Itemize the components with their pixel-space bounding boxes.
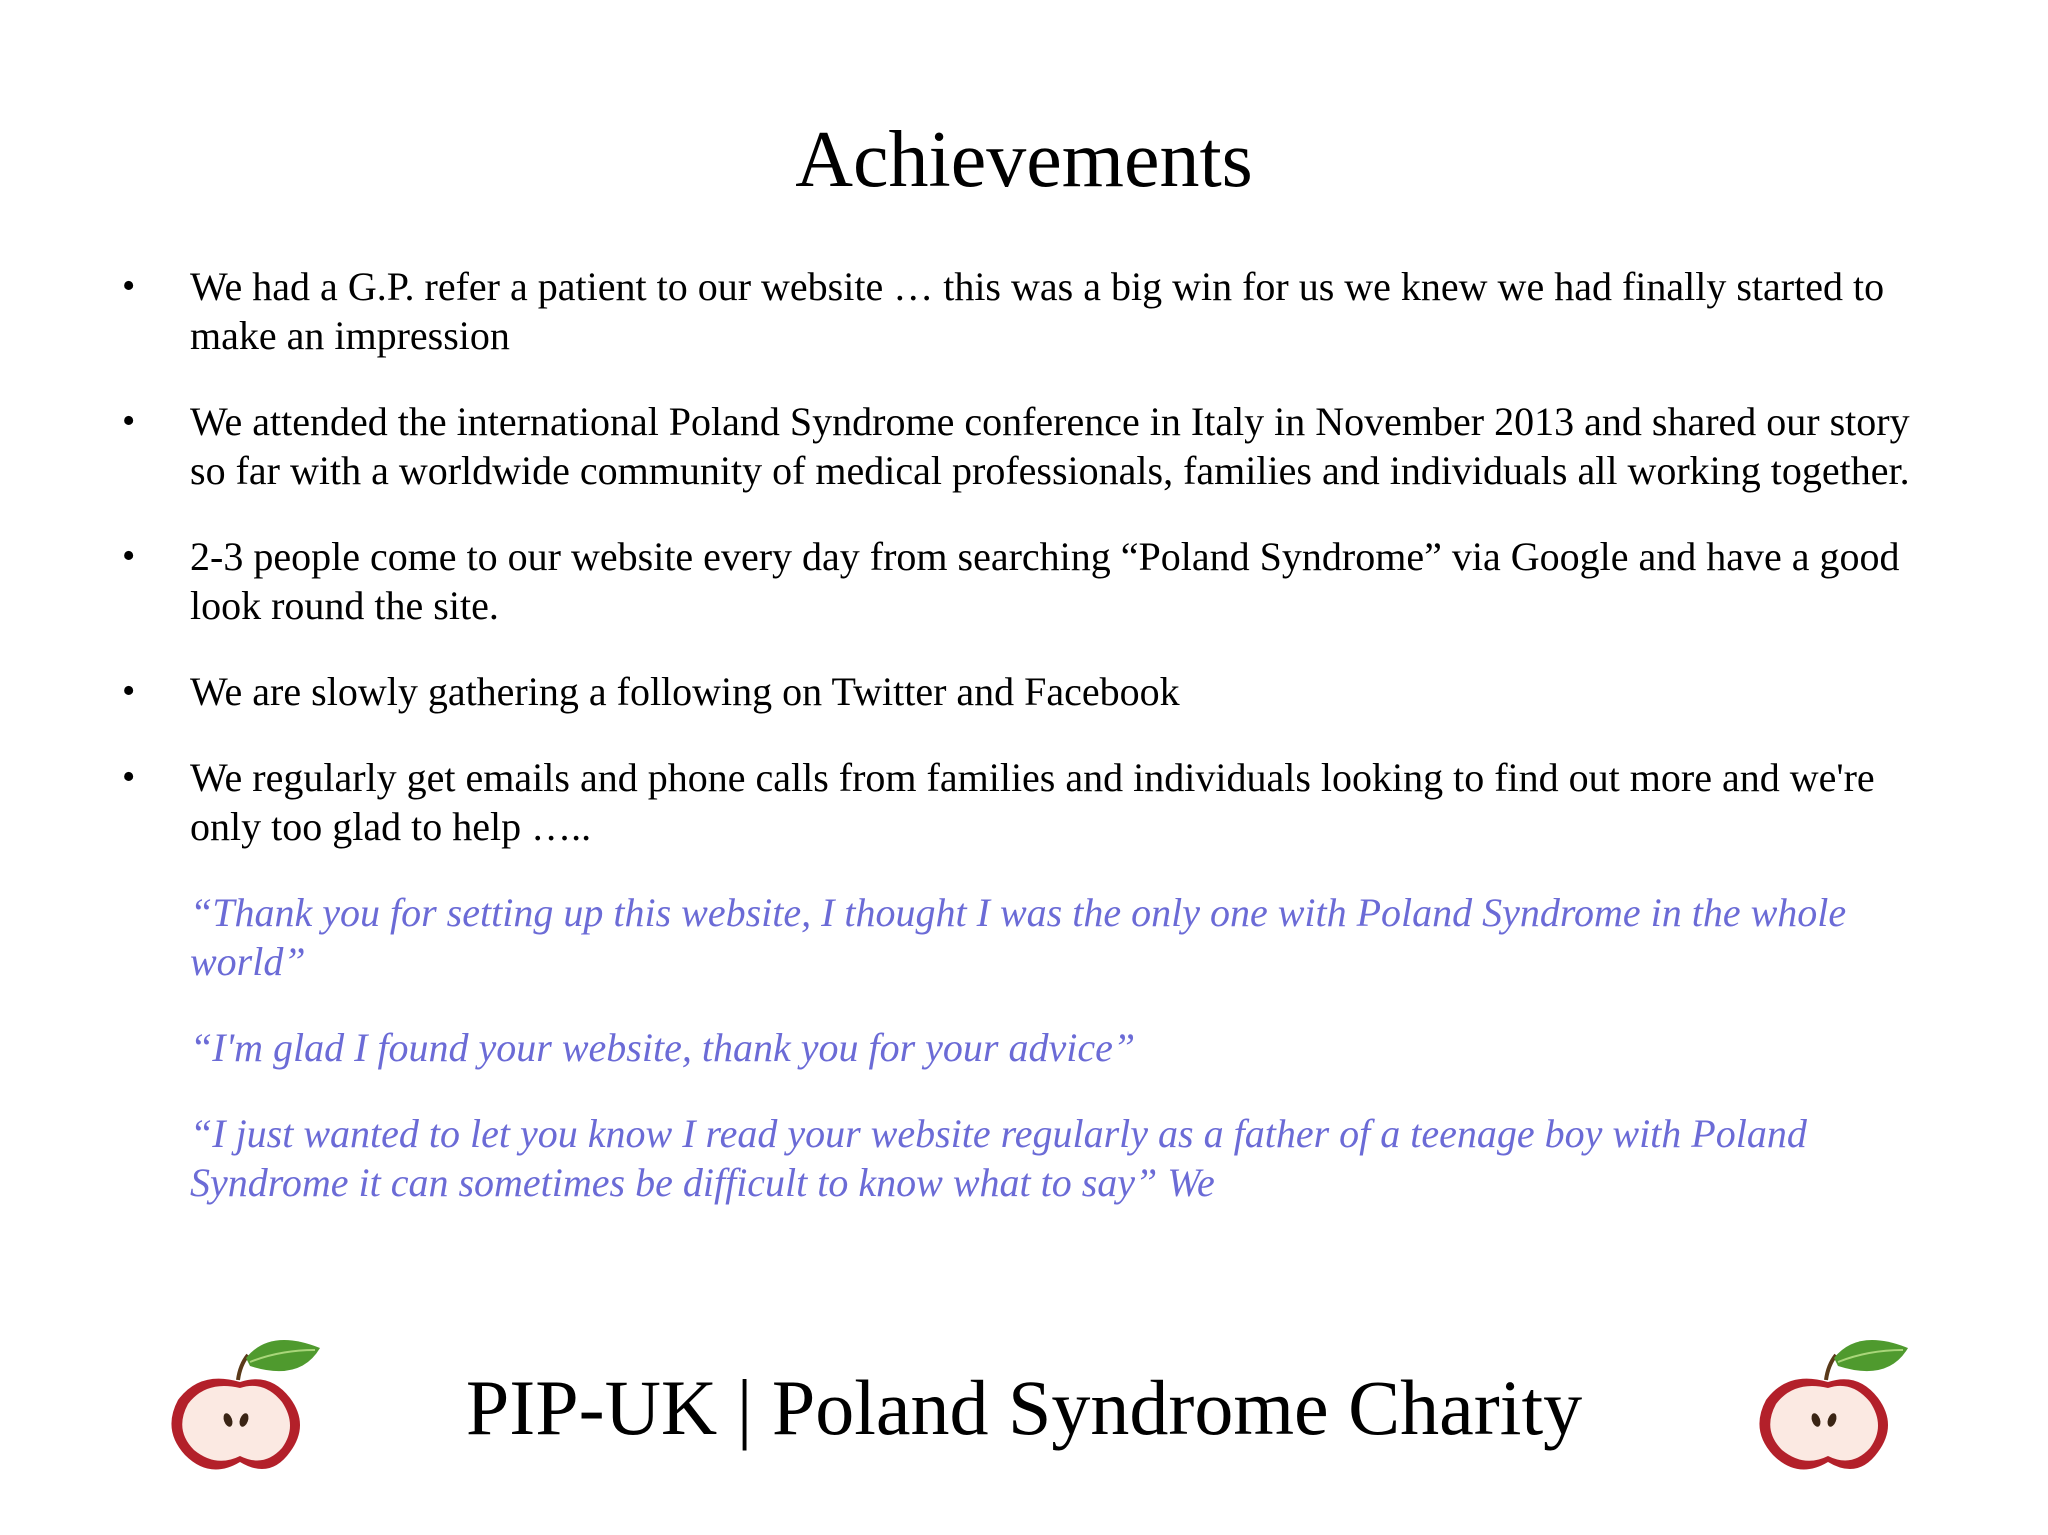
testimonial-quote: “I just wanted to let you know I read your website regularly as a father of a teenage boy with Poland Syndrome it can sometimes be difficult to know what to say” We [190,1111,1807,1205]
bullet-item [120,262,1950,360]
bullet-item [120,753,1950,851]
footer [0,1330,2048,1490]
bullet-icon: • [122,670,136,712]
bullet-text: We regularly get emails and phone calls from families and individuals looking to find out more and we're only too glad to help ….. [190,755,1875,849]
bullet-item [120,667,1950,716]
bullet-list [120,262,1950,851]
testimonial-quote: “I'm glad I found your website, thank you for your advice” [190,1025,1136,1070]
bullet-text: We had a G.P. refer a patient to our website … this was a big win for us we knew we had finally started to make an impression [190,264,1885,358]
footer-title: PIP-UK | Poland Syndrome Charity [465,1364,1583,1451]
slide-content [120,262,1950,1244]
testimonial-quote: “Thank you for setting up this website, I thought I was the only one with Poland Syndrome in the whole world” [190,890,1847,984]
bullet-item [120,397,1950,495]
bullet-icon: • [122,400,136,442]
bullet-text: We attended the international Poland Syndrome conference in Italy in November 2013 and shared our story so far with a worldwide community of medical professionals, families and individuals all working together. [190,399,1910,493]
apple-icon [1728,1330,1918,1480]
bullet-text: 2-3 people come to our website every day from searching “Poland Syndrome” via Google and have a good look round the site. [190,534,1900,628]
bullet-icon: • [122,535,136,577]
bullet-text: We are slowly gathering a following on Twitter and Facebook [190,669,1180,714]
bullet-icon: • [122,756,136,798]
bullet-icon: • [122,265,136,307]
slide-title: Achievements [795,116,1253,204]
bullet-item [120,532,1950,630]
